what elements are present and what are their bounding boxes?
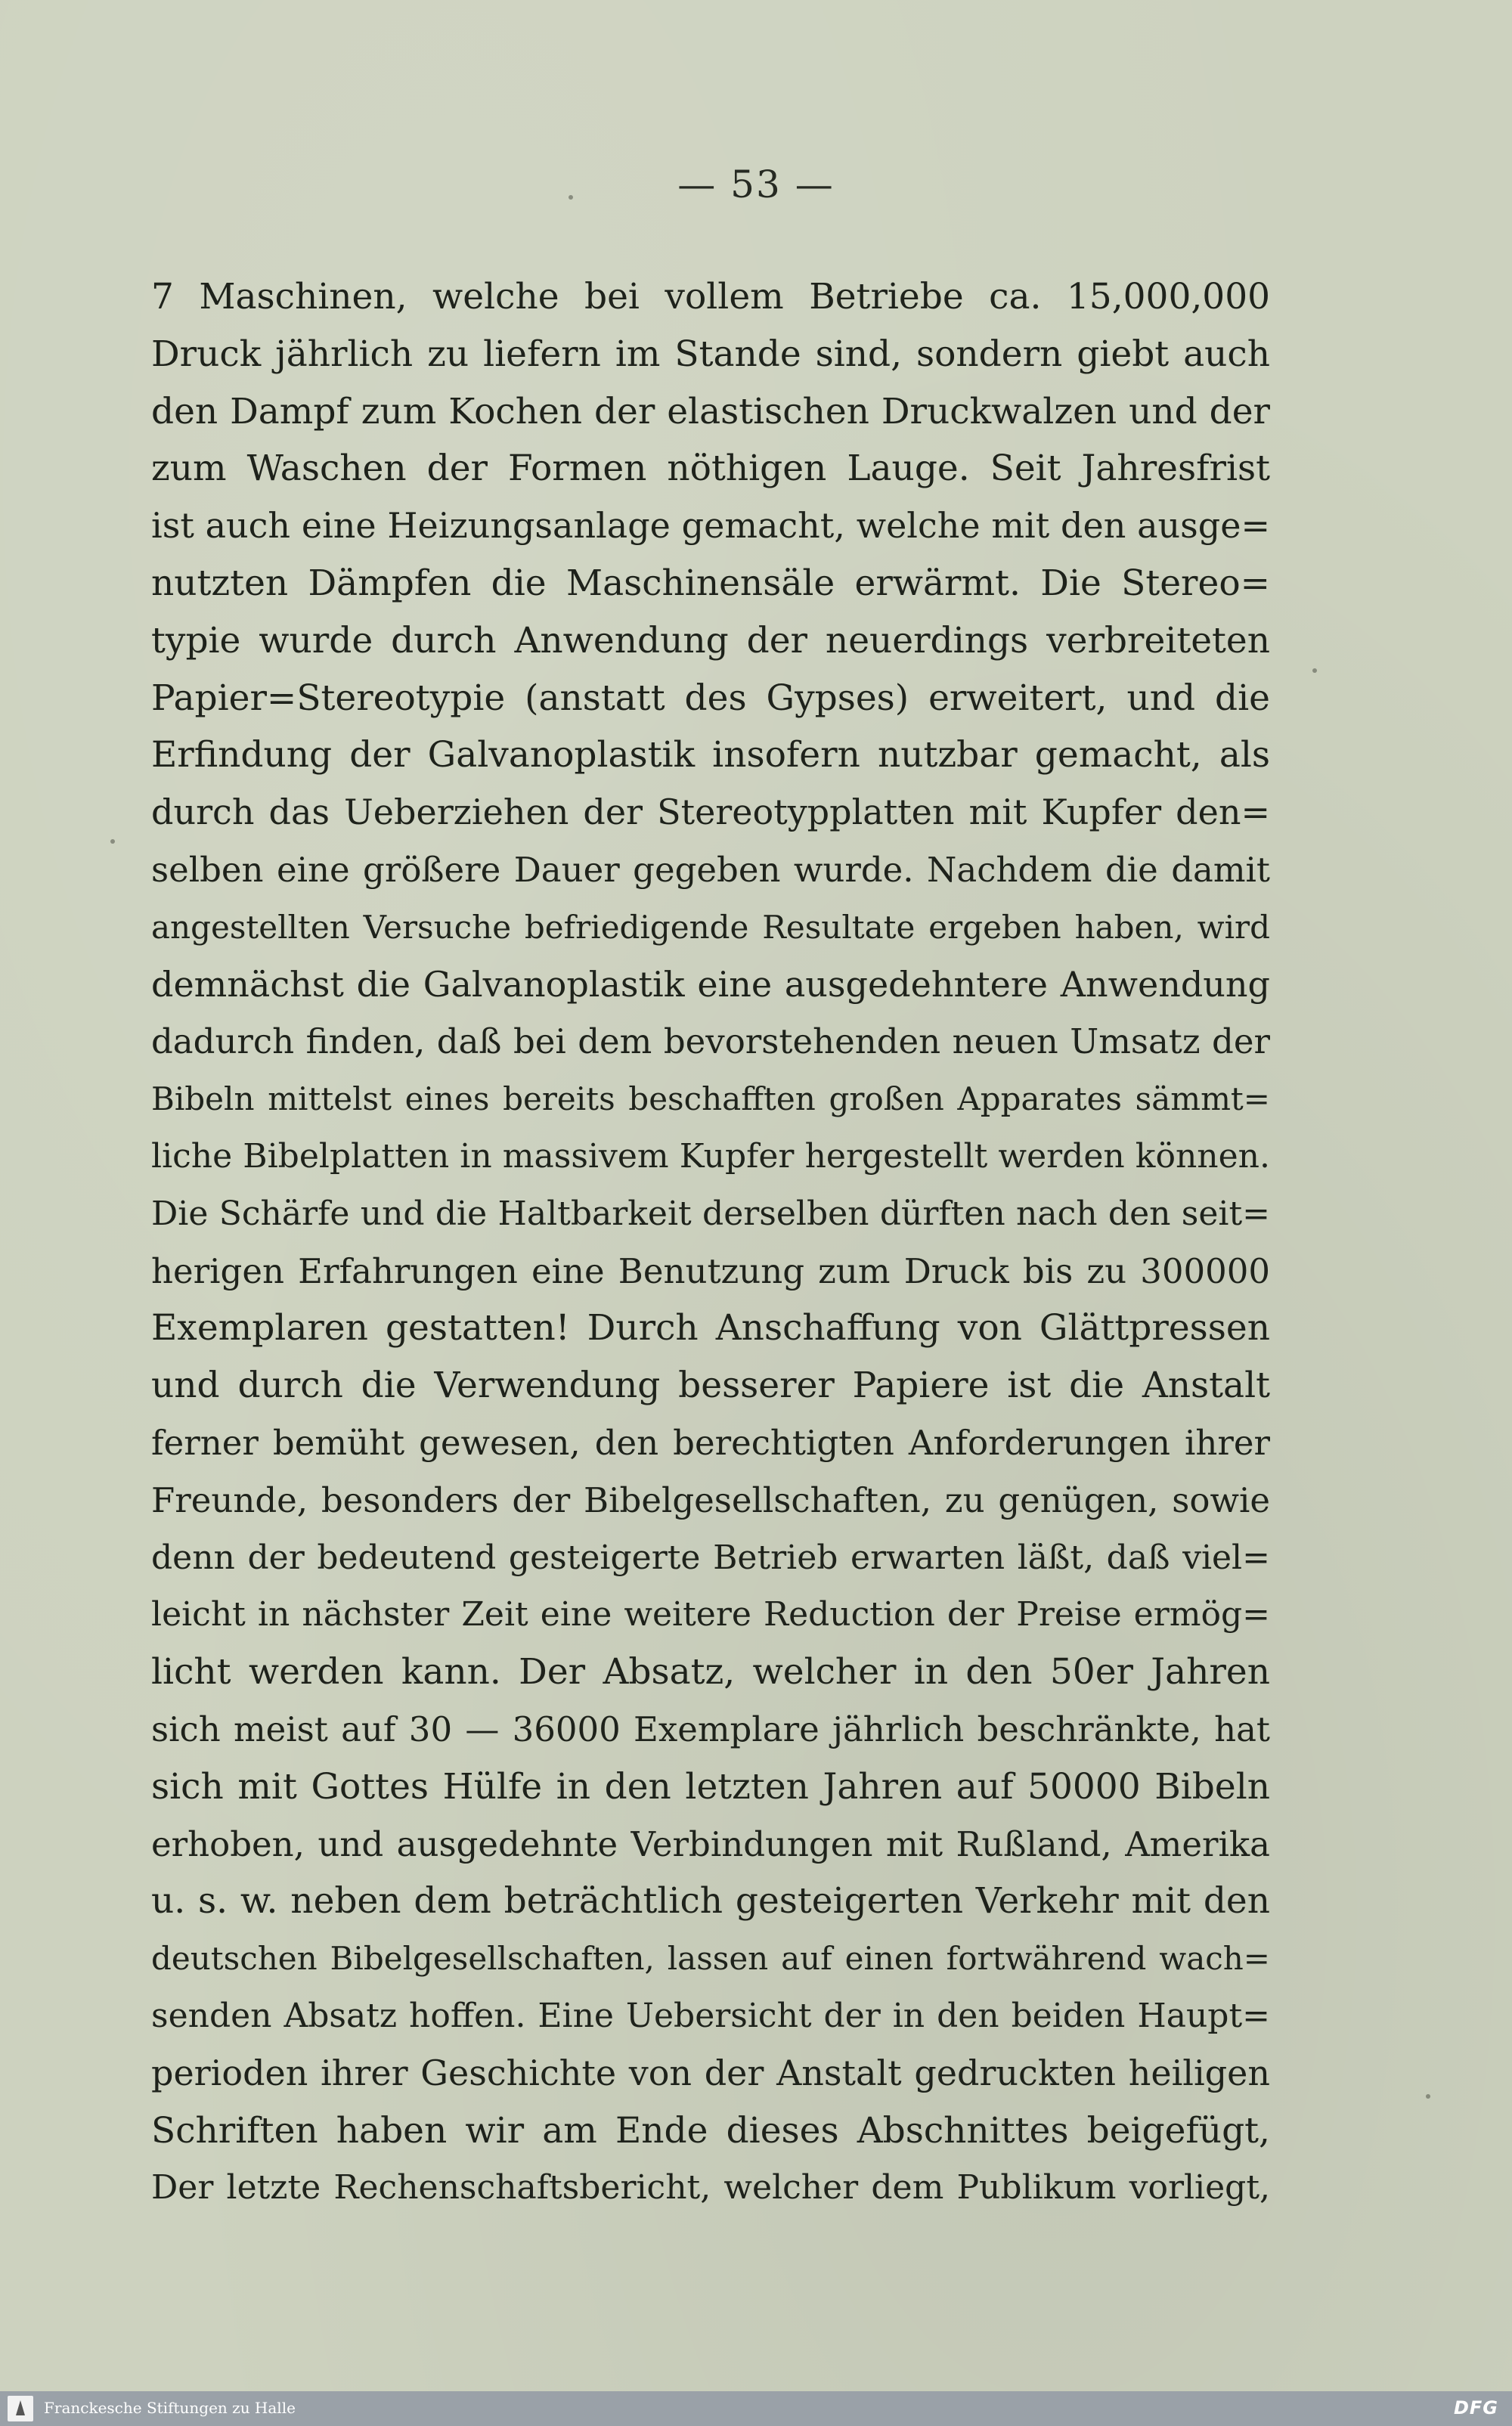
text-line: senden Absatz hoffen. Eine Uebersicht der in den beiden Haupt= (151, 1996, 1270, 2035)
text-line: selben eine größere Dauer gegeben wurde. Nachdem die damit (151, 849, 1270, 890)
text-line: den Dampf zum Kochen der elastischen Druckwalzen und der (151, 390, 1270, 432)
body-text (151, 268, 1270, 2217)
text-line: und durch die Verwendung besserer Papiere ist die Anstalt (151, 1365, 1270, 1407)
text-line: Exemplaren gestatten! Durch Anschaffung von Glättpressen (151, 1307, 1270, 1349)
text-line: liche Bibelplatten in massivem Kupfer hergestellt werden können. (151, 1136, 1270, 1176)
text-line: dadurch finden, daß bei dem bevorstehenden neuen Umsatz der (151, 1021, 1270, 1062)
institution-name: Franckesche Stiftungen zu Halle (44, 2399, 296, 2417)
text-line: 7 Maschinen, welche bei vollem Betriebe ca. 15,000,000 (151, 276, 1270, 318)
text-line: licht werden kann. Der Absatz, welcher in den 50er Jahren (151, 1651, 1270, 1693)
text-line: ist auch eine Heizungsanlage gemacht, welche mit den ausge= (151, 505, 1270, 547)
text-line: Schriften haben wir am Ende dieses Abschnittes beigefügt, (151, 2109, 1270, 2152)
institution-logo-icon (8, 2396, 33, 2421)
paper-speck (110, 839, 115, 844)
text-line: nutzten Dämpfen die Maschinensäle erwärmt. Die Stereo= (151, 562, 1270, 604)
text-line: erhoben, und ausgedehnte Verbindungen mit Rußland, Amerika (151, 1823, 1270, 1864)
text-line: ferner bemüht gewesen, den berechtigten Anforderungen ihrer (151, 1422, 1270, 1463)
text-line: sich meist auf 30 — 36000 Exemplare jährlich beschränkte, hat (151, 1709, 1270, 1749)
text-line: Freunde, besonders der Bibelgesellschaften, zu genügen, sowie (151, 1479, 1270, 1520)
text-line: sich mit Gottes Hülfe in den letzten Jahren auf 50000 Bibeln (151, 1765, 1270, 1808)
text-line: leicht in nächster Zeit eine weitere Reduction der Preise ermög= (151, 1595, 1270, 1634)
text-line: Die Schärfe und die Haltbarkeit derselben dürften nach den seit= (151, 1194, 1270, 1233)
text-line: Erfindung der Galvanoplastik insofern nutzbar gemacht, als (151, 734, 1270, 776)
text-line: zum Waschen der Formen nöthigen Lauge. Seit Jahresfrist (151, 448, 1270, 490)
text-line: perioden ihrer Geschichte von der Anstalt gedruckten heiligen (151, 2052, 1270, 2093)
text-line: deutschen Bibelgesellschaften, lassen auf einen fortwährend wach= (151, 1940, 1270, 1978)
paper-speck (1426, 2094, 1430, 2099)
text-line: durch das Ueberziehen der Stereotypplatten mit Kupfer den= (151, 792, 1270, 833)
text-line: angestellten Versuche befriedigende Resultate ergeben haben, wird (151, 908, 1270, 946)
text-line: herigen Erfahrungen eine Benutzung zum Druck bis zu 300000 (151, 1250, 1270, 1291)
dfg-logo: DFG (1453, 2397, 1498, 2418)
text-line: u. s. w. neben dem beträchtlich gesteigerten Verkehr mit den (151, 1880, 1270, 1923)
text-line: demnächst die Galvanoplastik eine ausgedehntere Anwendung (151, 963, 1270, 1005)
text-line: Bibeln mittelst eines bereits beschafften großen Apparates sämmt= (151, 1080, 1270, 1118)
footer-bar (0, 2391, 1512, 2426)
text-line: Der letzte Rechenschaftsbericht, welcher dem Publikum vorliegt, (151, 2168, 1270, 2208)
text-line: Papier=Stereotypie (anstatt des Gypses) erweitert, und die (151, 677, 1270, 719)
text-line: typie wurde durch Anwendung der neuerdings verbreiteten (151, 619, 1270, 661)
text-line: Druck jährlich zu liefern im Stande sind, sondern giebt auch (151, 333, 1270, 375)
text-line: denn der bedeutend gesteigerte Betrieb erwarten läßt, daß viel= (151, 1538, 1270, 1577)
paper-speck (569, 195, 573, 200)
paper-speck (1312, 668, 1317, 673)
page-number-header: — 53 — (677, 163, 835, 206)
